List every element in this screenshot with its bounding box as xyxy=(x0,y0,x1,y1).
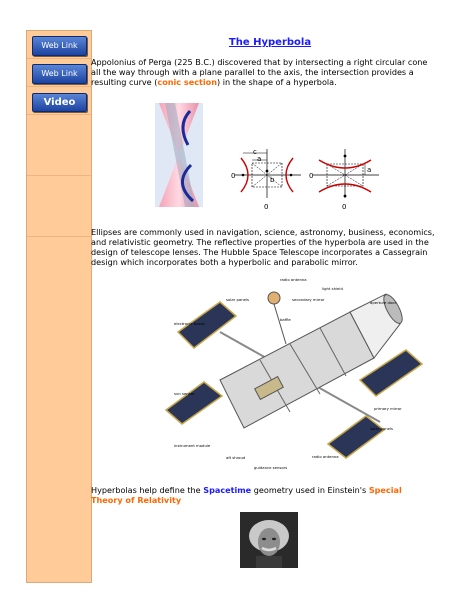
label-zero: 0 xyxy=(342,203,347,211)
web-link-button-1[interactable]: Web Link xyxy=(32,36,87,56)
spacetime-link[interactable]: Spacetime xyxy=(203,485,252,495)
spacetime-paragraph xyxy=(91,485,436,505)
label-sun-sensor: sun sensor xyxy=(174,391,195,396)
special-relativity-link[interactable]: Special Theory of Relativity xyxy=(91,485,402,505)
label-a: a xyxy=(367,166,372,174)
label-zero: 0 xyxy=(264,203,269,211)
conic-section-link[interactable]: conic section xyxy=(157,77,217,87)
label-solar-panels-bottom: solar panels xyxy=(370,426,393,431)
label-light-shield: light shield xyxy=(322,286,343,291)
label-b: b xyxy=(270,176,275,184)
label-radio-antenna-bottom: radio antenna xyxy=(312,454,339,459)
label-solar-panels-top: solar panels xyxy=(226,297,249,302)
label-instrument-module: instrument module xyxy=(174,443,211,448)
label-c: c xyxy=(253,148,257,156)
sidebar-slot xyxy=(27,176,91,237)
spacetime-text-middle: geometry used in Einstein's xyxy=(251,485,369,495)
label-baffle: baffle xyxy=(280,317,291,322)
label-primary-mirror: primary mirror xyxy=(374,406,402,411)
sidebar-slot xyxy=(27,59,91,87)
sidebar xyxy=(26,30,92,583)
label-guidance-sensors: guidance sensors xyxy=(254,465,288,470)
label-radio-antenna-top: radio antenna xyxy=(280,277,307,282)
spacetime-text: Hyperbolas help define the xyxy=(91,485,204,495)
intro-text: Appolonius of Perga (225 B.C.) discovered that by intersecting a right circular cone all the way through with a plane parallel to the axis, the intersection provides a resulting curve ( xyxy=(91,57,428,87)
label-zero: 0 xyxy=(231,172,236,180)
label-secondary-mirror: secondary mirror xyxy=(292,297,325,302)
double-cone-figure xyxy=(155,103,203,207)
einstein-portrait xyxy=(240,512,298,568)
label-aft-shroud: aft shroud xyxy=(226,455,246,460)
telescope-paragraph: Ellipses are commonly used in navigation, science, astronomy, business, economics, and relativistic geometry. The reflective properties of the hyperbola are used in the design of telescope lenses. The Hubble Space Telescope incorporates a Cassegrain design which incorporates both a hyperbolic and parabolic mirror. xyxy=(91,227,435,267)
hyperbola-diagram-vertical xyxy=(309,146,381,214)
page-title[interactable]: The Hyperbola xyxy=(228,37,312,48)
hubble-telescope-illustration xyxy=(160,272,438,474)
intro-paragraph xyxy=(91,57,436,87)
label-a: a xyxy=(257,155,262,163)
video-button[interactable]: Video xyxy=(32,93,87,112)
sidebar-slot xyxy=(27,115,91,176)
sidebar-slot xyxy=(27,31,91,59)
label-aperture-door: aperture door xyxy=(370,300,397,305)
intro-text-end: ) in the shape of a hyperbola. xyxy=(217,77,337,87)
label-zero: 0 xyxy=(309,172,314,180)
hyperbola-diagram-horizontal xyxy=(231,146,303,214)
web-link-button-2[interactable]: Web Link xyxy=(32,64,87,84)
sidebar-slot xyxy=(27,87,91,115)
label-electronic-boxes: electronic boxes xyxy=(174,321,205,326)
